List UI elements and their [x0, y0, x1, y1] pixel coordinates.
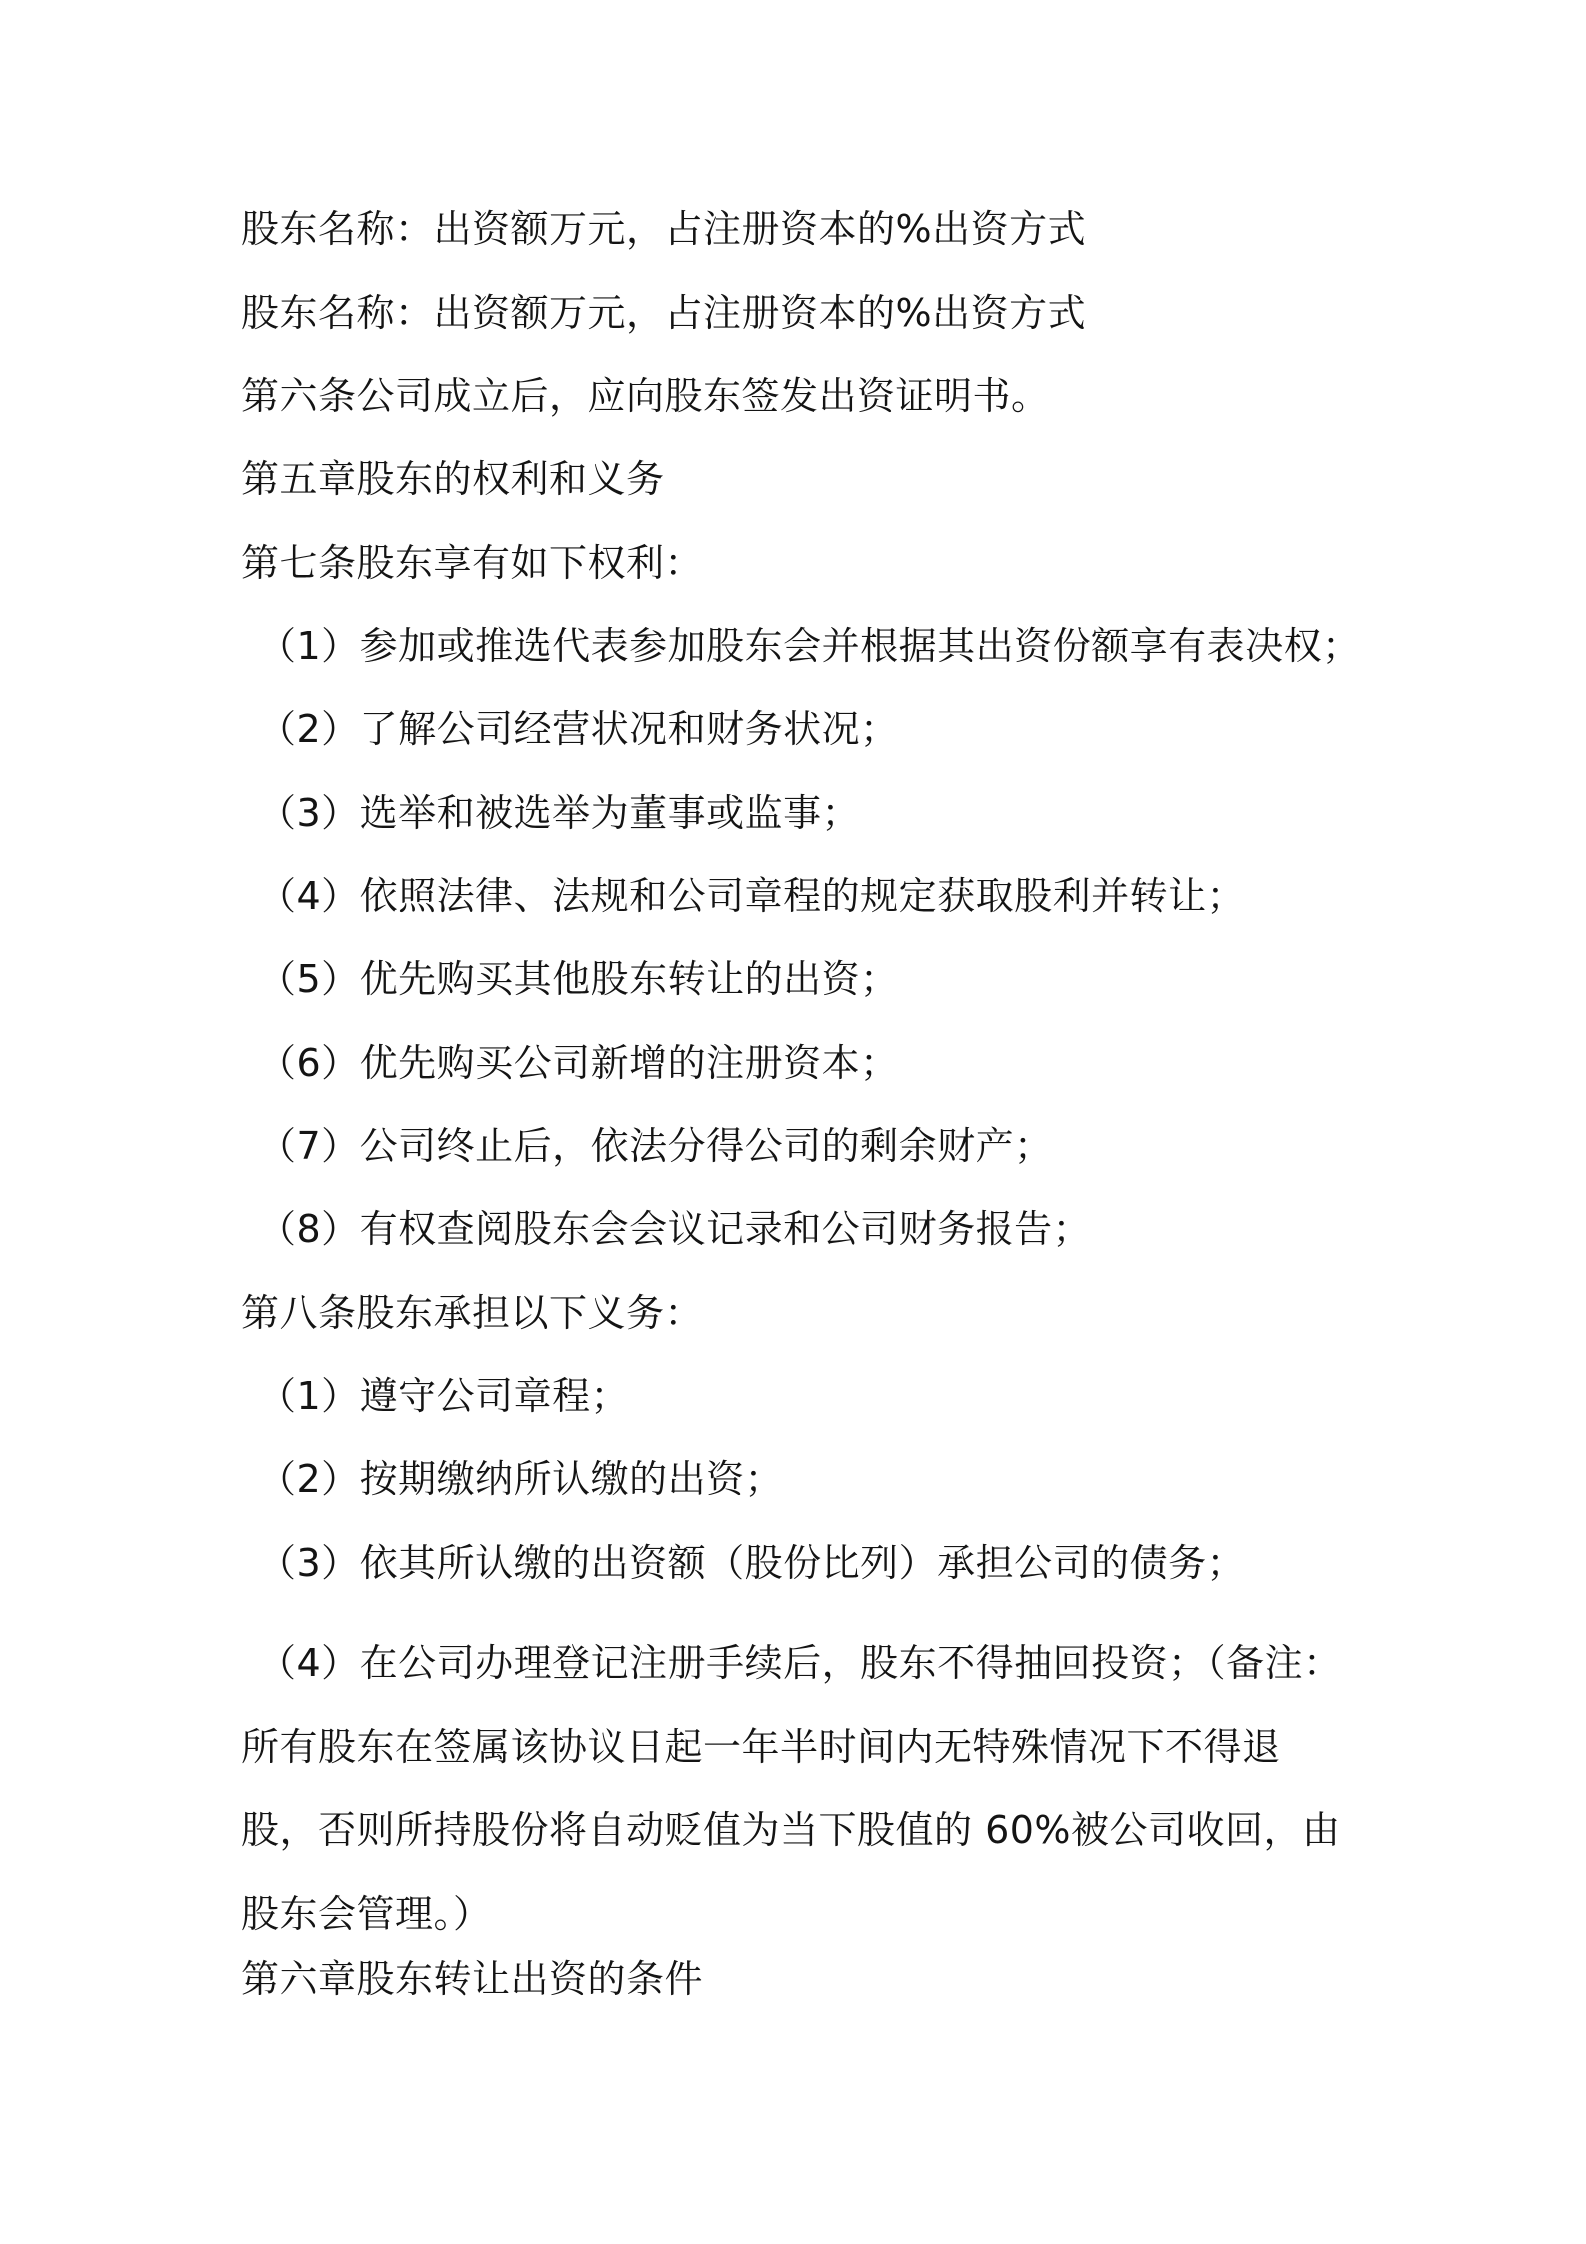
shareholder-line-2: 股东名称：出资额万元，占注册资本的%出资方式 — [241, 291, 1087, 335]
right-item-1: （1）参加或推选代表参加股东会并根据其出资份额享有表决权； — [258, 624, 1361, 668]
right-item-8: （8）有权查阅股东会会议记录和公司财务报告； — [258, 1207, 1092, 1251]
article-8: 第八条股东承担以下义务： — [241, 1291, 704, 1335]
duty-item-1: （1）遵守公司章程； — [258, 1374, 630, 1418]
right-item-7: （7）公司终止后，依法分得公司的剩余财产； — [258, 1124, 1053, 1168]
right-item-3: （3）选举和被选举为董事或监事； — [258, 791, 861, 835]
duty-item-2: （2）按期缴纳所认缴的出资； — [258, 1457, 784, 1501]
duty-item-4-text: （4）在公司办理登记注册手续后，股东不得抽回投资；（备注：所有股东在签属该协议日起一年半时间内无特殊情况下不得退股，否则所持股份将自动贬值为当下股值的 60%被公司收回，由股东会管理。） — [241, 1641, 1342, 1936]
right-item-6: （6）优先购买公司新增的注册资本； — [258, 1041, 899, 1085]
duty-item-3: （3）依其所认缴的出资额（股份比列）承担公司的债务； — [258, 1541, 1246, 1585]
chapter-5-heading: 第五章股东的权利和义务 — [241, 457, 665, 501]
right-item-5: （5）优先购买其他股东转让的出资； — [258, 957, 899, 1001]
right-item-4: （4）依照法律、法规和公司章程的规定获取股利并转让； — [258, 874, 1246, 918]
duty-item-4 — [241, 1622, 1357, 1956]
article-6: 第六条公司成立后，应向股东签发出资证明书。 — [241, 374, 1050, 418]
shareholder-line-1: 股东名称：出资额万元，占注册资本的%出资方式 — [241, 207, 1087, 251]
right-item-2: （2）了解公司经营状况和财务状况； — [258, 707, 899, 751]
article-7: 第七条股东享有如下权利： — [241, 541, 704, 585]
chapter-6-heading: 第六章股东转让出资的条件 — [241, 1957, 704, 2001]
